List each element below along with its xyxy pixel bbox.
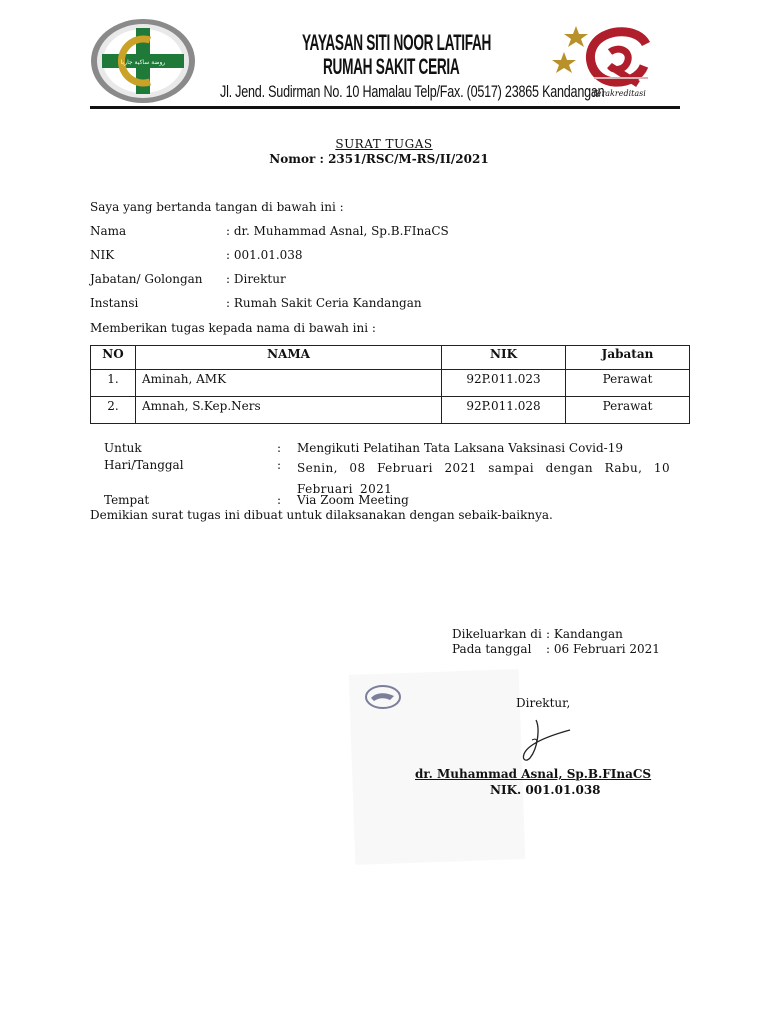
closing-text: Demikian surat tugas ini dibuat untuk dilaksanakan dengan sebaik-baiknya. <box>90 508 553 522</box>
letter-number: Nomor : 2351/RSC/M-RS/II/2021 <box>269 152 489 166</box>
signer-position-label: Jabatan/ Golongan <box>90 272 203 286</box>
assignee-table <box>90 345 690 424</box>
place-label: Tempat <box>104 493 150 507</box>
col-header-nik: NIK <box>442 346 566 370</box>
cell-nik: 92P.011.028 <box>442 397 566 424</box>
col-header-name: NAMA <box>136 346 442 370</box>
date-value: Senin, 08 Februari 2021 sampai dengan Rabu, 10 Februari 2021 <box>297 461 670 496</box>
hospital-name: RUMAH SAKIT CERIA <box>323 54 460 79</box>
signer-nik-value: : 001.01.038 <box>226 248 303 262</box>
signer-institution-value: : Rumah Sakit Ceria Kandangan <box>226 296 422 310</box>
hospital-logo <box>90 18 196 104</box>
letter-title: SURAT TUGAS <box>335 137 433 151</box>
table-header-row <box>91 346 690 370</box>
signer-name-label: Nama <box>90 224 127 238</box>
table-row <box>91 370 690 397</box>
signer-name-value: : dr. Muhammad Asnal, Sp.B.FInaCS <box>226 224 449 238</box>
cell-no: 2. <box>91 397 136 424</box>
place-colon: : <box>277 493 282 507</box>
intro-text: Saya yang bertanda tangan di bawah ini : <box>90 200 344 214</box>
signer-position-value: : Direktur <box>226 272 286 286</box>
issued-place-value: : Kandangan <box>546 627 623 641</box>
assign-intro-text: Memberikan tugas kepada nama di bawah ini : <box>90 321 376 335</box>
purpose-value: Mengikuti Pelatihan Tata Laksana Vaksinasi Covid-19 <box>297 441 623 455</box>
header-rule <box>90 106 680 109</box>
hospital-address: Jl. Jend. Sudirman No. 10 Hamalau Telp/Fax. (0517) 23865 Kandangan <box>220 82 605 101</box>
foundation-name: YAYASAN SITI NOOR LATIFAH <box>302 30 492 55</box>
purpose-colon: : <box>277 441 282 455</box>
signer-institution-label: Instansi <box>90 296 139 310</box>
issued-date-value: : 06 Februari 2021 <box>546 642 660 656</box>
signer-role: Direktur, <box>516 696 571 710</box>
logo-arabic-text: روضة ساكية جاريا <box>120 59 166 66</box>
table-row <box>91 397 690 424</box>
col-header-no: NO <box>91 346 136 370</box>
cell-position: Perawat <box>566 370 690 397</box>
signer-nik-label: NIK <box>90 248 115 262</box>
cell-no: 1. <box>91 370 136 397</box>
issued-place-label: Dikeluarkan di <box>452 627 542 641</box>
cell-name: Aminah, AMK <box>136 370 442 397</box>
issued-date-label: Pada tanggal <box>452 642 532 656</box>
col-header-position: Jabatan <box>566 346 690 370</box>
handwritten-signature <box>518 718 578 766</box>
cell-nik: 92P.011.023 <box>442 370 566 397</box>
signer-full-name: dr. Muhammad Asnal, Sp.B.FInaCS <box>415 767 652 781</box>
signer-nik: NIK. 001.01.038 <box>490 783 601 797</box>
purpose-label: Untuk <box>104 441 142 455</box>
cell-name: Amnah, S.Kep.Ners <box>136 397 442 424</box>
place-value: Via Zoom Meeting <box>297 493 409 507</box>
stamp-icon <box>364 684 402 710</box>
date-label: Hari/Tanggal <box>104 458 184 472</box>
cell-position: Perawat <box>566 397 690 424</box>
accreditation-label: Terakreditasi <box>592 89 646 98</box>
date-colon: : <box>277 458 282 472</box>
